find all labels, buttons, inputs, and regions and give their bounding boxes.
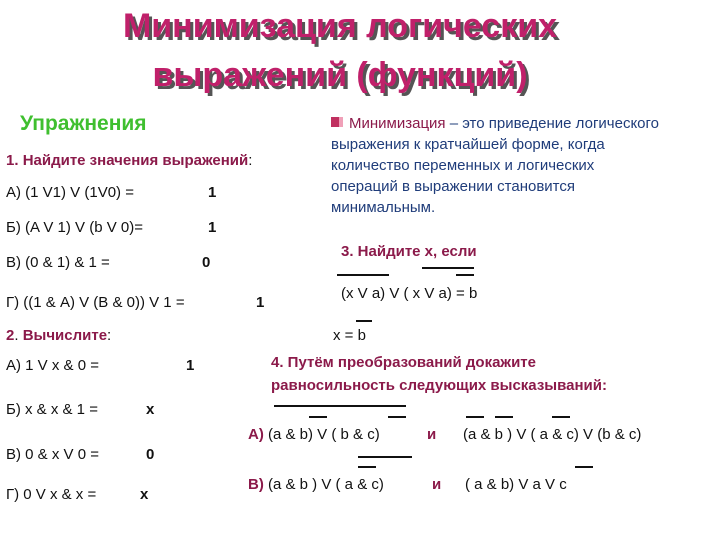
task2-dot: . xyxy=(14,327,19,344)
task1-heading xyxy=(6,152,252,169)
task3-heading: 3. Найдите x, если xyxy=(341,243,477,260)
task4-b-right: ( a & b) V a V c xyxy=(465,476,567,493)
title-line-1: Минимизация логических xyxy=(122,7,558,45)
negation-bar xyxy=(309,416,327,418)
task2-item-c-expr: В) 0 & x V 0 = xyxy=(6,446,99,463)
negation-bar xyxy=(456,274,474,276)
task4-heading-line1: 4. Путём преобразований докажите xyxy=(271,354,536,371)
task1-item-a-expr: А) (1 V1) V (1V0) = xyxy=(6,184,134,201)
task4-b-and: и xyxy=(432,476,442,493)
task2-item-a-answer: 1 xyxy=(186,357,195,374)
task2-item-c-answer: 0 xyxy=(146,446,155,463)
task1-item-a-answer: 1 xyxy=(208,184,217,201)
task3-expression: (x V a) V ( x V a) = b xyxy=(341,285,478,302)
negation-bar xyxy=(466,416,484,418)
task2-item-d-answer: x xyxy=(140,486,149,503)
task2-item-a-expr: А) 1 V x & 0 = xyxy=(6,357,99,374)
task1-item-d-answer: 1 xyxy=(256,294,265,311)
definition-block xyxy=(331,113,661,218)
task4-b-left: (a & b ) V ( a & c) xyxy=(268,476,384,493)
negation-bar xyxy=(358,466,376,468)
task4-heading-line2: равносильность следующих высказываний: xyxy=(271,377,607,394)
task2-heading xyxy=(6,327,111,344)
negation-bar xyxy=(552,416,570,418)
task4-a-label: А) xyxy=(248,426,264,443)
task1-number: 1. xyxy=(6,152,19,169)
task2-item-b-answer: x xyxy=(146,401,155,418)
task1-colon: : xyxy=(248,152,253,169)
task1-item-c-expr: В) (0 & 1) & 1 = xyxy=(6,254,110,271)
task1-item-d-expr: Г) ((1 & A) V (B & 0)) V 1 = xyxy=(6,294,185,311)
task4-a-right: (a & b ) V ( a & c) V (b & c) xyxy=(463,426,642,443)
negation-bar xyxy=(358,456,412,458)
task2-heading-text: Вычислите xyxy=(22,327,108,344)
negation-bar xyxy=(388,416,406,418)
bullet-icon xyxy=(331,117,343,127)
task1-item-d xyxy=(6,294,185,311)
title-line-2: выражений (функций) xyxy=(152,56,528,94)
negation-bar xyxy=(356,320,372,322)
negation-bar xyxy=(337,274,389,276)
task4-row-a xyxy=(248,426,380,443)
task2-item-b-expr: Б) x & x & 1 = xyxy=(6,401,98,418)
task2-number: 2 xyxy=(6,327,15,344)
task1-item-c-answer: 0 xyxy=(202,254,211,271)
task2-item-d-expr: Г) 0 V x & x = xyxy=(6,486,97,503)
negation-bar xyxy=(575,466,593,468)
task1-item-b-expr: Б) (A V 1) V (b V 0)= xyxy=(6,219,143,236)
negation-bar xyxy=(274,405,406,407)
definition-term: Минимизация xyxy=(349,115,446,132)
negation-bar xyxy=(495,416,513,418)
task4-b-label: В) xyxy=(248,476,264,493)
section-subtitle: Упражнения xyxy=(20,112,147,135)
task1-item-b xyxy=(6,219,143,236)
task1-item-c xyxy=(6,254,110,271)
task4-row-b xyxy=(248,476,384,493)
definition-text: – это приведение логического выражения к кратчайшей форме, когда количество переменных и логических операций в выражении становится минимальным. xyxy=(331,115,660,216)
task4-a-and: и xyxy=(427,426,437,443)
task1-item-a xyxy=(6,184,134,201)
task4-a-left: (a & b) V ( b & c) xyxy=(268,426,380,443)
negation-bar xyxy=(422,267,474,269)
task3-answer: x = b xyxy=(333,327,366,344)
task1-item-b-answer: 1 xyxy=(208,219,217,236)
task2-colon: : xyxy=(107,327,112,344)
task1-heading-text: Найдите значения выражений xyxy=(22,152,249,169)
